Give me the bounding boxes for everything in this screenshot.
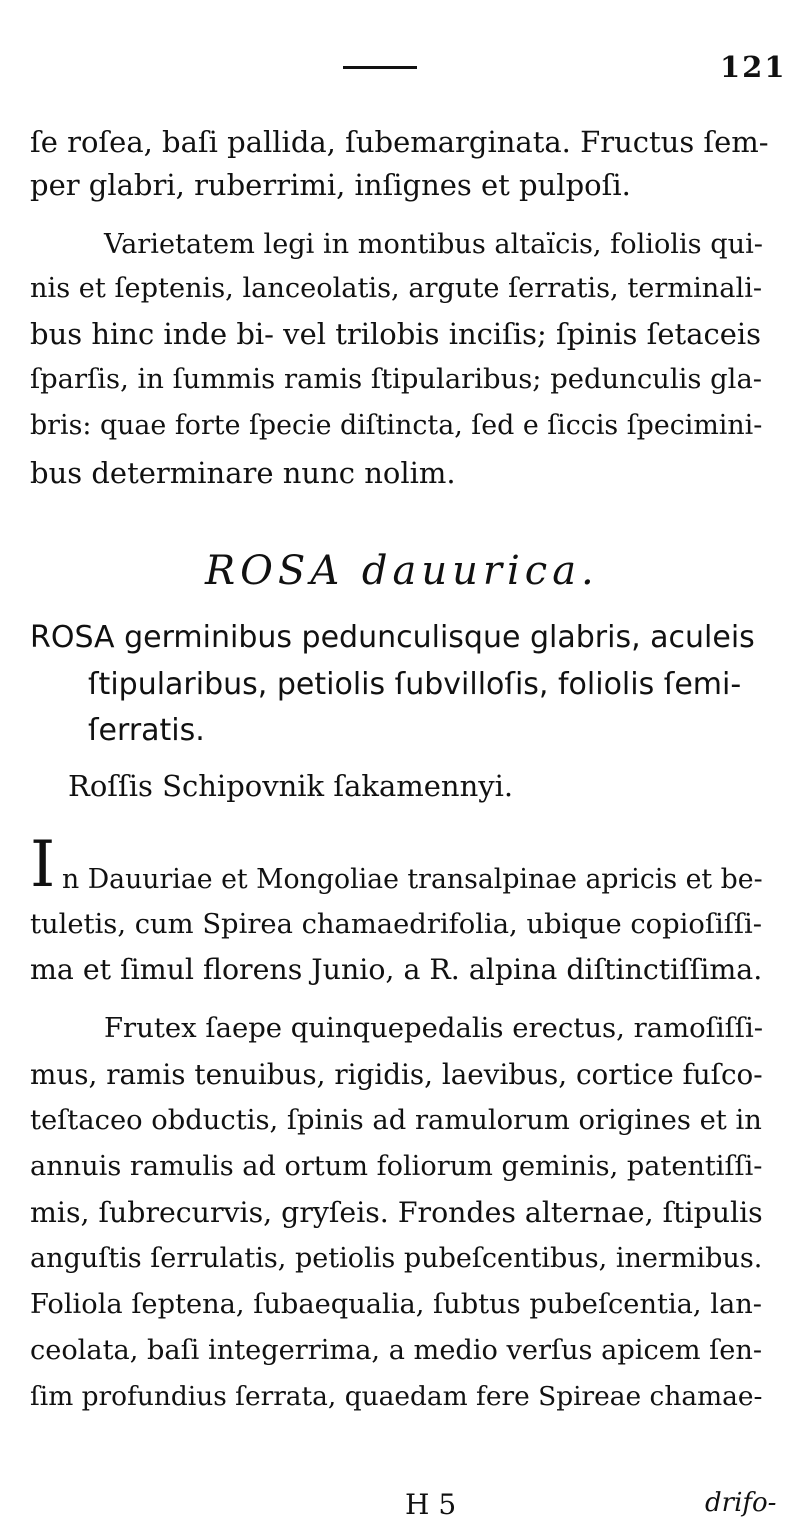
header-rule [343,66,417,69]
text-line: mus, ramis tenuibus, rigidis, laevibus, cortice fuſco- [30,1058,763,1091]
text-line: Frutex ſaepe quinquepedalis erectus, ramoſiſſi- [104,1013,764,1044]
vernacular-name: Roſſis Schipovnik ſakamennyi. [68,769,514,803]
species-heading: ROSA dauurica. [205,548,599,594]
text-line: bris: quae forte ſpecie diſtincta, ſed e ſiccis ſpecimini- [30,410,763,441]
text-line: ſparſis, in ſummis ramis ſtipularibus; pedunculis gla- [30,364,763,395]
text-line: annuis ramulis ad ortum foliorum geminis, patentiſſi- [30,1151,763,1182]
text-line: mis, ſubrecurvis, gryſeis. Frondes alternae, ſtipulis [30,1196,763,1229]
text-line: tuletis, cum Spirea chamaedrifolia, ubique copioſiſſi- [30,909,763,940]
text-line: Varietatem legi in montibus altaïcis, foliolis qui- [104,229,763,260]
page-number: 121 [720,50,787,84]
text-line: n Dauuriae et Mongoliae transalpinae apricis et be- [62,864,763,895]
text-line: nis et ſeptenis, lanceolatis, argute ſerratis, terminali- [30,273,763,304]
catchword: drifo- [705,1488,777,1518]
diagnosis-line: ROSA germinibus pedunculisque glabris, aculeis [30,620,755,655]
text-line: ſim profundius ſerrata, quaedam fere Spireae chamae- [30,1381,763,1412]
text-line: anguſtis ſerrulatis, petiolis pubeſcentibus, inermibus. [30,1243,763,1274]
text-line: Foliola ſeptena, ſubaequalia, ſubtus pubeſcentia, lan- [30,1289,763,1320]
signature-mark: H 5 [405,1488,457,1521]
text-line: ma et ſimul florens Junio, a R. alpina diſtinctiſſima. [30,953,763,986]
diagnosis-line: ſerratis. [88,713,205,748]
drop-cap: I [30,828,56,902]
diagnosis-line: ſtipularibus, petiolis ſubvilloſis, foliolis ſemi- [88,667,742,702]
text-line: bus hinc inde bi- vel trilobis inciſis; ſpinis ſetaceis [30,317,762,351]
text-line: ſe roſea, baſi pallida, ſubemarginata. Fructus ſem- [30,125,769,159]
text-line: teſtaceo obductis, ſpinis ad ramulorum origines et in [30,1105,762,1136]
text-line: ceolata, baſi integerrima, a medio verſus apicem ſen- [30,1335,763,1366]
text-line: per glabri, ruberrimi, inſignes et pulpoſi. [30,168,631,202]
text-line: bus determinare nunc nolim. [30,456,456,490]
